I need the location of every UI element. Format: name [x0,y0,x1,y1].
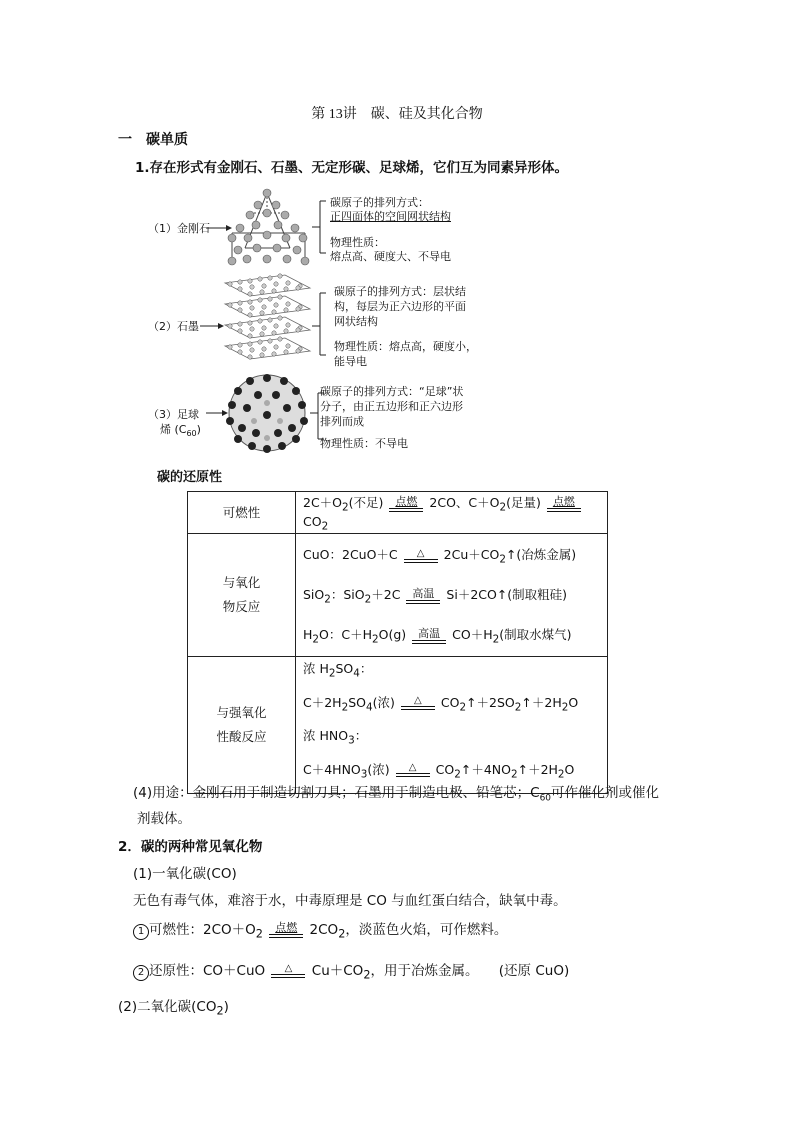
c60-label-line1: （3）足球 [148,408,199,421]
graphite-arrangement-line2: 构，每层为正六边形的平面 [334,300,466,313]
point-2-heading: 2．碳的两种常见氧化物 [118,839,263,855]
co-description: 无色有毒气体，难溶于水，中毒原理是 CO 与血红蛋白结合，缺氧中毒。 [133,893,567,909]
uses-line1: (4)用途：金刚石用于制造切割刀具；石墨用于制造电极、铅笔芯；$C_{60}$可作催化剂或催化 [133,785,660,804]
cuo-equation: CuO：2CuO＋C △ $2Cu+CO_2↑$(冶炼金属) [303,547,577,566]
diamond-arrangement-title: 碳原子的排列方式： [330,196,429,209]
point-1-text: 1.存在形式有金刚石、石墨、无定形碳、足球烯，它们互为同素异形体。 [135,160,569,176]
oxide-equations [296,534,608,657]
c60-arrangement-line1: 碳原子的排列方式：“足球”状 [320,385,464,398]
category-acids: 与强氧化 性酸反应 [188,657,296,794]
diamond-arrangement-desc: 正四面体的空间网状结构 [330,210,451,223]
co-combustion: 1 可燃性：$2CO+O_2$ 点燃 $2CO_2$，淡蓝色火焰，可作燃料。 [133,915,507,950]
number-1-icon: 1 [133,924,149,940]
diamond-property-title: 物理性质： [330,236,385,249]
h2o-equation: $H_2O$：$C+H_2O(g)$ 高温 $CO+H_2$(制取水煤气) [303,626,572,646]
co-heading: (1)一氧化碳(CO) [133,866,237,882]
hno3-heading: 浓 $HNO_3$： [303,728,368,747]
acid-equations [296,657,608,794]
c60-label-line2: 烯 $(C_{60})$ [160,423,201,439]
sio2-equation: SiO$_2$：SiO$_2$＋2C 高温 Si＋2CO↑(制取粗硅) [303,586,568,606]
graphite-arrangement-line3: 网状结构 [334,315,378,328]
co2-heading: (2)二氧化碳$(CO_2)$ [118,999,229,1018]
diamond-label: （1）金刚石 [148,222,210,235]
table-row-oxides [188,534,608,657]
page-title: 第 13讲 碳、硅及其化合物 [311,107,483,122]
table-row-acids [188,657,608,794]
diamond-structure-icon [228,189,309,265]
reduction-heading: 碳的还原性 [157,470,223,485]
h2so4-equation: $C+2H_2SO_4$(浓) △ $CO_2↑+2SO_2↑+2H_2O$ [303,694,579,713]
graphite-structure-icon [225,274,310,359]
uses-line2: 剂载体。 [137,811,191,827]
category-oxides: 与氧化 物反应 [188,534,296,657]
combustion-equations: $2C+O_2$(不足) 点燃 2CO、$C+O_2$(足量) 点燃 $CO_2$ [296,492,608,534]
graphite-arrangement-line1: 碳原子的排列方式：层状结 [334,285,466,298]
category-combustibility: 可燃性 [188,492,296,534]
co-reduction: 2 还原性：CO＋CuO △ $Cu+CO_2$，用于冶炼金属。 (还原 CuO) [133,956,569,991]
number-2-icon: 2 [133,965,149,981]
graphite-property-line2: 能导电 [334,355,367,368]
hno3-equation: $C+4HNO_3$(浓) △ $CO_2↑+4NO_2↑+2H_2O$ [303,761,575,780]
c60-arrangement-line2: 分子，由正五边形和正六边形 [320,400,463,413]
h2so4-heading: 浓 $H_2SO_4$： [303,661,373,680]
fullerene-structure-icon [226,374,308,453]
carbon-reaction-table [187,491,608,794]
graphite-label: （2）石墨 [148,320,199,333]
graphite-property-line1: 物理性质：熔点高，硬度小， [334,340,477,353]
diamond-property-desc: 熔点高、硬度大、不导电 [330,250,451,263]
table-row-combustibility [188,492,608,534]
section-heading-carbon: 一 碳单质 [118,132,188,148]
c60-property: 物理性质：不导电 [320,437,408,450]
c60-arrangement-line3: 排列而成 [320,415,364,428]
